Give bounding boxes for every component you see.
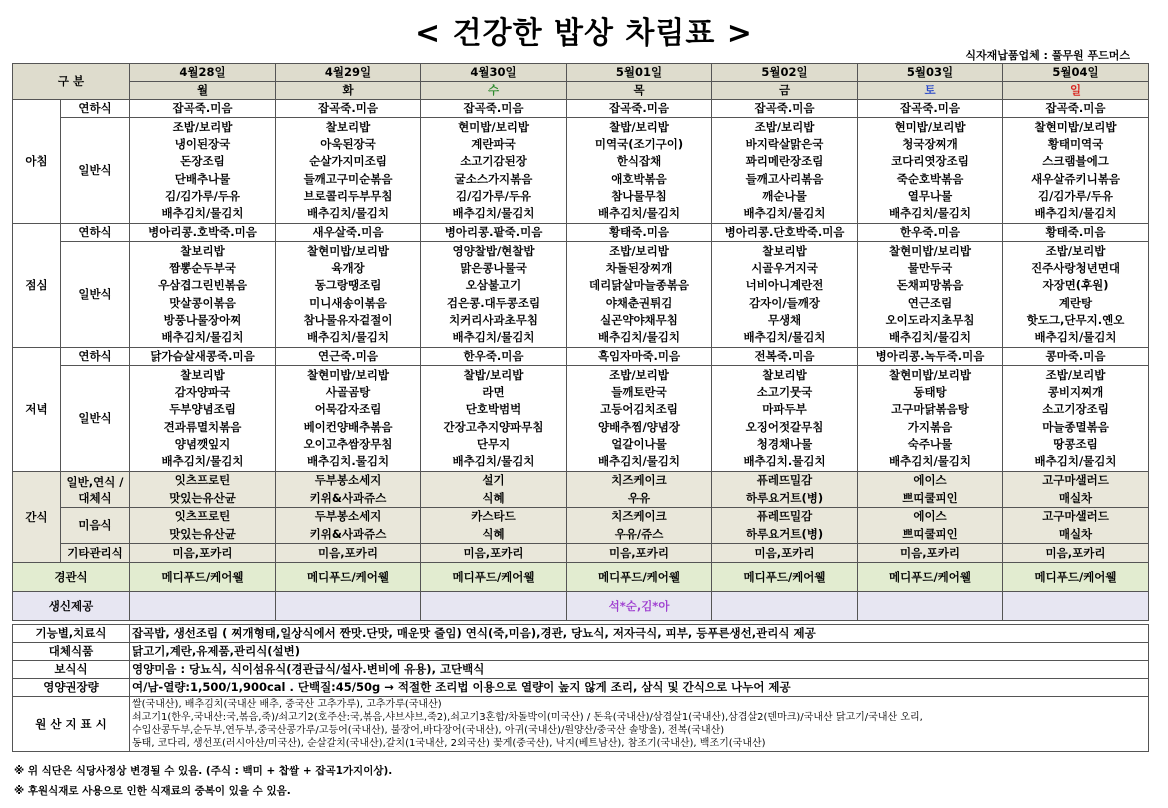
menu-cell: 콩마죽.미음 [1003,348,1149,366]
menu-item: 맑은콩나물국 [460,260,527,275]
info-table [12,624,1149,752]
menu-item: 배추김치/물김치 [452,330,535,345]
info-text: 닭고기,계란,유제품,관리식(설변) [130,643,1149,661]
menu-item: 고구마샐러드 [1042,509,1109,524]
menu-stack [421,242,567,348]
menu-stack [858,472,1003,508]
menu-item: 오이고추쌈장무침 [303,436,393,451]
menu-item: 냉이된장국 [174,136,231,151]
menu-item: 잇츠프로틴 [174,473,231,488]
info-text: 잡곡밥, 생선조림 ( 찌개형태,일상식에서 짠맛.단맛, 매운맛 줄임) 연식(죽,미음),경관, 당뇨식, 저자극식, 피부, 등푸른생선,관리식 제공 [130,625,1149,643]
menu-item: 찰밥/보리밥 [609,119,669,134]
menu-stack [130,118,276,224]
menu-item: 치즈케이크 [611,509,667,524]
menu-item: 오이도라지초무침 [885,312,975,327]
page-title: < 건강한 밥상 차림표 > [415,16,753,51]
menu-cell: 잡곡죽.미음 [567,100,712,118]
menu-item: 견과류멸치볶음 [163,419,242,434]
menu-item: 자장면(후원) [1042,278,1109,293]
menu-item: 마파두부 [762,402,807,417]
birthday-cell [858,592,1003,621]
menu-item: 소고기뭇국 [756,384,813,399]
menu-item: 김/김가루/두유 [1037,188,1114,203]
menu-cell: 황태죽.미음 [1003,224,1149,242]
menu-item: 배추김치/물김치 [889,206,971,221]
menu-cell: 황태죽.미음 [567,224,712,242]
menu-cell: 흑임자마죽.미음 [567,348,712,366]
menu-item: 매실차 [1058,526,1093,541]
birthday-cell [276,592,421,621]
menu-item: 하루요거트(병) [745,490,824,505]
menu-item: 참나물유자겉절이 [303,312,393,327]
menu-cell: 미음,포카리 [712,544,858,563]
menu-item: 식혜 [482,490,505,505]
menu-stack [712,242,858,348]
menu-cell: 병아리콩.호박죽.미음 [130,224,276,242]
birthday-cell [421,592,567,621]
menu-item: 배추김치/물김치 [161,206,244,221]
menu-item: 물만두국 [907,260,953,275]
menu-item: 순살가지미조림 [309,154,387,169]
menu-item: 배추김치/물김치 [161,330,244,345]
menu-item: 굴소스가지볶음 [454,171,533,186]
menu-item: 숙주나물 [907,436,953,451]
menu-item: 한식잡채 [616,154,662,169]
menu-item: 청국장찌개 [902,136,958,151]
menu-item: 오징어젓갈무침 [745,419,824,434]
menu-item: 가지볶음 [907,419,953,434]
menu-item: 배추김치/물김치 [598,330,680,345]
menu-item: 맛살콩이볶음 [169,295,236,310]
day-header: 월 [130,82,276,100]
header-gubun: 구 분 [13,64,130,100]
menu-item: 바지락살맑은국 [745,136,824,151]
origin-line: 쇠고기1(한우,국내산:국,볶음,죽)/쇠고기2(호주산:국,볶음,샤브샤브,죽2),쇠고기3혼합/차돌박이(미국산) / 돈육(국내산)/삼겹살1(국내산),삼겹살2(덴마크)/국내산 닭고기/국내산 오리, [132,712,923,723]
tube-label: 경관식 [13,563,130,592]
menu-stack [712,366,858,472]
menu-item: 영양찰밥/현찰밥 [452,243,535,258]
menu-item: 스크램블에그 [1042,154,1109,169]
menu-item: 들깨고사리볶음 [745,171,824,186]
day-header: 토 [858,82,1003,100]
menu-item: 청경채나물 [756,436,813,451]
menu-item: 찰현미밥/보리밥 [307,243,389,258]
menu-item: 짬뽕순두부국 [169,260,236,275]
menu-item: 시골우거지국 [751,260,818,275]
menu-cell: 미음,포카리 [567,544,712,563]
menu-cell: 한우죽.미음 [858,224,1003,242]
vendor-label: 식자재납품업체 : 풀무원 푸드머스 [965,49,1130,62]
info-label: 영양권장량 [13,679,130,697]
menu-cell: 메디푸드/케어웰 [1003,563,1149,592]
menu-item: 찰보리밥 [762,367,807,382]
menu-cell: 미음,포카리 [276,544,421,563]
menu-cell: 병아리콩.단호박죽.미음 [712,224,858,242]
menu-item: 하루요거트(병) [745,526,824,541]
menu-item: 감자양파국 [174,384,231,399]
menu-item: 두부봉소세지 [314,509,382,524]
date-header: 5월04일 [1003,64,1149,82]
menu-item: 단배추나물 [174,171,231,186]
menu-cell: 메디푸드/케어웰 [276,563,421,592]
menu-item: 두부양념조림 [169,402,236,417]
menu-item: 설기 [482,473,505,488]
birthday-cell [130,592,276,621]
menu-item: 카스타드 [471,509,516,524]
menu-item: 사골곰탕 [325,384,371,399]
menu-item: 키위&사과쥬스 [309,490,387,505]
menu-item: 단호박범벅 [465,402,522,417]
menu-item: 새우살쥬키니볶음 [1031,171,1120,186]
footnote: ※ 위 식단은 식당사정상 변경될 수 있음. (주식 : 백미 + 찹쌀 + 잡곡1가지이상). [14,765,393,777]
menu-item: 데리닭살마늘종볶음 [589,278,689,293]
origin-label: 원 산 지 표 시 [13,697,130,752]
date-header: 5월02일 [712,64,858,82]
menu-stack [421,366,567,472]
menu-item: 황태미역국 [1047,136,1104,151]
birthday-cell [712,592,858,621]
menu-item: 열무나물 [907,188,953,203]
menu-cell: 메디푸드/케어웰 [712,563,858,592]
menu-stack [858,242,1003,348]
meal-label-snack: 간식 [13,472,61,563]
menu-item: 오삼불고기 [465,278,522,293]
menu-item: 맛있는유산균 [169,490,236,505]
menu-item: 쁘띠쿨피인 [902,490,958,505]
menu-item: 맛있는유산균 [169,526,236,541]
menu-item: 핫도그,단무지.옌오 [1026,312,1125,327]
menu-item: 마늘종멸볶음 [1042,419,1109,434]
menu-item: 찰현미밥/보리밥 [889,243,971,258]
menu-item: 배추김치/물김치 [1034,330,1117,345]
menu-item: 라면 [482,384,505,399]
menu-stack [858,508,1003,544]
menu-cell: 연근죽.미음 [276,348,421,366]
birthday-cell [1003,592,1149,621]
menu-item: 우삼겹그린빈볶음 [158,278,247,293]
menu-cell: 메디푸드/케어웰 [421,563,567,592]
menu-item: 배추김치/물김치 [307,330,389,345]
sub-label-soft: 연하식 [61,348,130,366]
sub-label-snack-general: 일반,연식 /대체식 [61,472,130,508]
menu-item: 배추김치/물김치 [743,330,826,345]
footnote: ※ 후원식재로 사용으로 인한 식재료의 중복이 있을 수 있음. [14,785,291,797]
menu-item: 들깨토란국 [611,384,667,399]
day-header: 일 [1003,82,1149,100]
sub-label-soft: 연하식 [61,100,130,118]
menu-item: 조밥/보리밥 [609,243,669,258]
menu-item: 치즈케이크 [611,473,667,488]
menu-item: 배추김치/물김치 [889,330,971,345]
menu-cell: 잡곡죽.미음 [1003,100,1149,118]
menu-stack [130,472,276,508]
menu-stack [276,366,421,472]
info-label: 기능별,치료식 [13,625,130,643]
info-label: 보식식 [13,661,130,679]
menu-item: 김/김가루/두유 [455,188,532,203]
menu-item: 미역국(조기구이) [594,136,684,151]
menu-item: 찰현미밥/보리밥 [889,367,971,382]
menu-item: 식혜 [482,526,505,541]
menu-item: 배추김치/물김치 [743,206,826,221]
menu-stack [858,118,1003,224]
menu-item: 퓨레뜨밀감 [756,473,813,488]
menu-item: 양념깻잎지 [174,436,231,451]
birthday-label: 생신제공 [13,592,130,621]
menu-item: 애호박볶음 [611,171,667,186]
menu-item: 퓨레뜨밀감 [756,509,813,524]
menu-stack [712,118,858,224]
info-text: 영양미음 : 당뇨식, 식이섬유식(경관급식/설사.변비에 유용), 고단백식 [130,661,1149,679]
menu-item: 얼갈이나물 [611,436,667,451]
origin-line: 쌀(국내산), 배추김치(국내산 배추, 중국산 고추가루), 고추가루(국내산) [132,699,442,710]
menu-item: 두부봉소세지 [314,473,382,488]
menu-item: 무생채 [767,312,802,327]
menu-stack [421,472,567,508]
menu-stack [421,508,567,544]
menu-item: 들깨고구미순볶음 [303,171,393,186]
menu-item: 실곤약야채무침 [600,312,678,327]
menu-item: 배추김치/물김치 [161,454,244,469]
menu-item: 차돌된장찌개 [605,260,673,275]
menu-item: 찰현미밥/보리밥 [307,367,389,382]
menu-item: 조밥/보리밥 [754,119,815,134]
menu-item: 배추김치.물김치 [306,454,390,469]
menu-item: 양배추찜/양념장 [598,419,680,434]
menu-item: 에이스 [913,473,947,488]
menu-item: 배추김치/물김치 [1034,206,1117,221]
menu-cell: 미음,포카리 [421,544,567,563]
menu-item: 찰현미밥/보리밥 [1034,119,1117,134]
day-header: 수 [421,82,567,100]
info-text: 여/남-열량:1,500/1,900cal . 단백질:45/50g → 적절한 조리법 이용으로 열량이 높지 않게 조리, 삼식 및 간식으로 나누어 제공 [130,679,1149,697]
menu-item: 연근조림 [907,295,953,310]
menu-stack [276,472,421,508]
sub-label-soft: 연하식 [61,224,130,242]
menu-item: 진주사랑청년면대 [1031,260,1120,275]
meal-label-lunch: 점심 [13,224,61,348]
origin-text [130,697,1149,752]
menu-item: 배추김치/물김치 [452,206,535,221]
menu-item: 조밥/보리밥 [172,119,233,134]
menu-item: 치커리사과초무침 [449,312,538,327]
menu-item: 검은콩.대두콩조림 [446,295,541,310]
menu-item: 찰보리밥 [325,119,371,134]
menu-item: 참나물무침 [611,188,667,203]
menu-item: 잇츠프로틴 [174,509,231,524]
menu-item: 조밥/보리밥 [1045,367,1106,382]
menu-stack [276,242,421,348]
menu-stack [1003,366,1149,472]
menu-item: 베이컨양배추볶음 [303,419,393,434]
menu-item: 고구마샐러드 [1042,473,1109,488]
menu-item: 우유 [627,490,651,505]
menu-item: 소고기감된장 [460,154,527,169]
menu-item: 단무지 [476,436,511,451]
menu-item: 배추김치/물김치 [889,454,971,469]
menu-cell: 잡곡죽.미음 [130,100,276,118]
menu-item: 동그랑땡조림 [314,278,382,293]
menu-stack [1003,242,1149,348]
day-header: 금 [712,82,858,100]
menu-item: 배추김치/물김치 [1034,454,1117,469]
menu-cell: 미음,포카리 [1003,544,1149,563]
menu-item: 어묵감자조림 [314,402,382,417]
menu-item: 찰보리밥 [762,243,807,258]
menu-item: 간장고추지양파무침 [443,419,544,434]
menu-item: 돈채피망볶음 [896,278,964,293]
menu-cell: 메디푸드/케어웰 [130,563,276,592]
menu-item: 죽순호박볶음 [896,171,964,186]
menu-stack [567,366,712,472]
menu-item: 매실차 [1058,490,1093,505]
menu-stack [276,508,421,544]
origin-line: 수입산콩두부,순두부,연두부,중국산콩가루/고등어(국내산), 불장어,바다장어(국내산), 아귀(국내산)/원양산/중국산 솔방울), 전복(국내산) [132,725,725,736]
menu-item: 콩비지찌개 [1047,384,1104,399]
menu-item: 키위&사과쥬스 [309,526,387,541]
menu-stack [1003,118,1149,224]
menu-cell: 병아리콩.녹두죽.미음 [858,348,1003,366]
menu-stack [130,508,276,544]
menu-item: 배추김치.물김치 [743,454,826,469]
menu-item: 김/김가루/두유 [164,188,241,203]
birthday-cell: 석*순,김*아 [567,592,712,621]
menu-item: 찰보리밥 [180,243,225,258]
sub-label-general: 일반식 [61,118,130,224]
sub-label-snack-other: 기타관리식 [61,544,130,563]
menu-item: 조밥/보리밥 [1045,243,1106,258]
menu-stack [712,472,858,508]
menu-item: 현미밥/보리밥 [458,119,529,134]
menu-stack [567,242,712,348]
menu-cell: 잡곡죽.미음 [276,100,421,118]
menu-item: 방풍나물장아찌 [163,312,242,327]
menu-stack [421,118,567,224]
origin-line: 동태, 코다리, 생선포(러시아산/미국산), 순살갈치(국내산),갈치(1국내산, 2외국산) 꽃게(중국산), 낙지(베트남산), 참조기(국내산), 백조기(국내산) [132,738,766,749]
date-header: 5월01일 [567,64,712,82]
menu-item: 깨순나물 [762,188,807,203]
menu-item: 땅콩조림 [1053,436,1098,451]
menu-cell: 잡곡죽.미음 [858,100,1003,118]
menu-item: 배추김치/물김치 [598,454,680,469]
meal-label-dinner: 저녁 [13,348,61,472]
date-header: 4월29일 [276,64,421,82]
menu-item: 아욱된장국 [320,136,376,151]
menu-item: 찰보리밥 [180,367,225,382]
menu-item: 계란파국 [471,136,516,151]
info-label: 대체식품 [13,643,130,661]
day-header: 화 [276,82,421,100]
menu-cell: 새우살죽.미음 [276,224,421,242]
date-header: 4월30일 [421,64,567,82]
menu-stack [276,118,421,224]
menu-stack [130,366,276,472]
menu-item: 육개장 [331,260,365,275]
menu-item: 배추김치/물김치 [598,206,680,221]
menu-item: 코다리엿장조림 [891,154,969,169]
menu-cell: 전복죽.미음 [712,348,858,366]
menu-item: 야채춘권튀김 [605,295,673,310]
menu-item: 감자이/들깨장 [749,295,820,310]
sub-label-general: 일반식 [61,242,130,348]
menu-cell: 잡곡죽.미음 [421,100,567,118]
date-header: 5월03일 [858,64,1003,82]
menu-item: 우유/쥬스 [614,526,664,541]
menu-item: 찰밥/보리밥 [463,367,524,382]
menu-stack [130,242,276,348]
menu-stack [567,472,712,508]
sub-label-general: 일반식 [61,366,130,472]
menu-item: 동태탕 [913,384,947,399]
menu-item: 브로콜리두부무침 [303,188,393,203]
meal-label-breakfast: 아침 [13,100,61,224]
menu-stack [1003,508,1149,544]
date-header: 4월28일 [130,64,276,82]
menu-cell: 미음,포카리 [130,544,276,563]
menu-item: 조밥/보리밥 [609,367,669,382]
meal-plan-table [12,63,1149,621]
menu-item: 소고기장조림 [1042,402,1109,417]
menu-stack [1003,472,1149,508]
menu-cell: 닭가슴살새콩죽.미음 [130,348,276,366]
menu-item: 계란탕 [1058,295,1093,310]
menu-item: 돈장조림 [180,154,225,169]
menu-item: 배추김치/물김치 [307,206,389,221]
menu-item: 현미밥/보리밥 [894,119,966,134]
menu-item: 에이스 [913,509,947,524]
menu-item: 너비아니계란전 [745,278,824,293]
menu-cell: 한우죽.미음 [421,348,567,366]
menu-item: 꽈리메란장조림 [745,154,824,169]
menu-stack [712,508,858,544]
menu-cell: 잡곡죽.미음 [712,100,858,118]
sub-label-snack-soft: 미음식 [61,508,130,544]
day-header: 목 [567,82,712,100]
menu-stack [858,366,1003,472]
menu-stack [567,508,712,544]
menu-cell: 병아리콩.팥죽.미음 [421,224,567,242]
menu-cell: 메디푸드/케어웰 [567,563,712,592]
menu-stack [567,118,712,224]
menu-cell: 메디푸드/케어웰 [858,563,1003,592]
menu-item: 고구마닭볶음탕 [891,402,969,417]
menu-cell: 미음,포카리 [858,544,1003,563]
menu-item: 배추김치/물김치 [452,454,535,469]
menu-item: 미니새송이볶음 [309,295,387,310]
menu-item: 쁘띠쿨피인 [902,526,958,541]
menu-item: 고등어김치조림 [600,402,678,417]
